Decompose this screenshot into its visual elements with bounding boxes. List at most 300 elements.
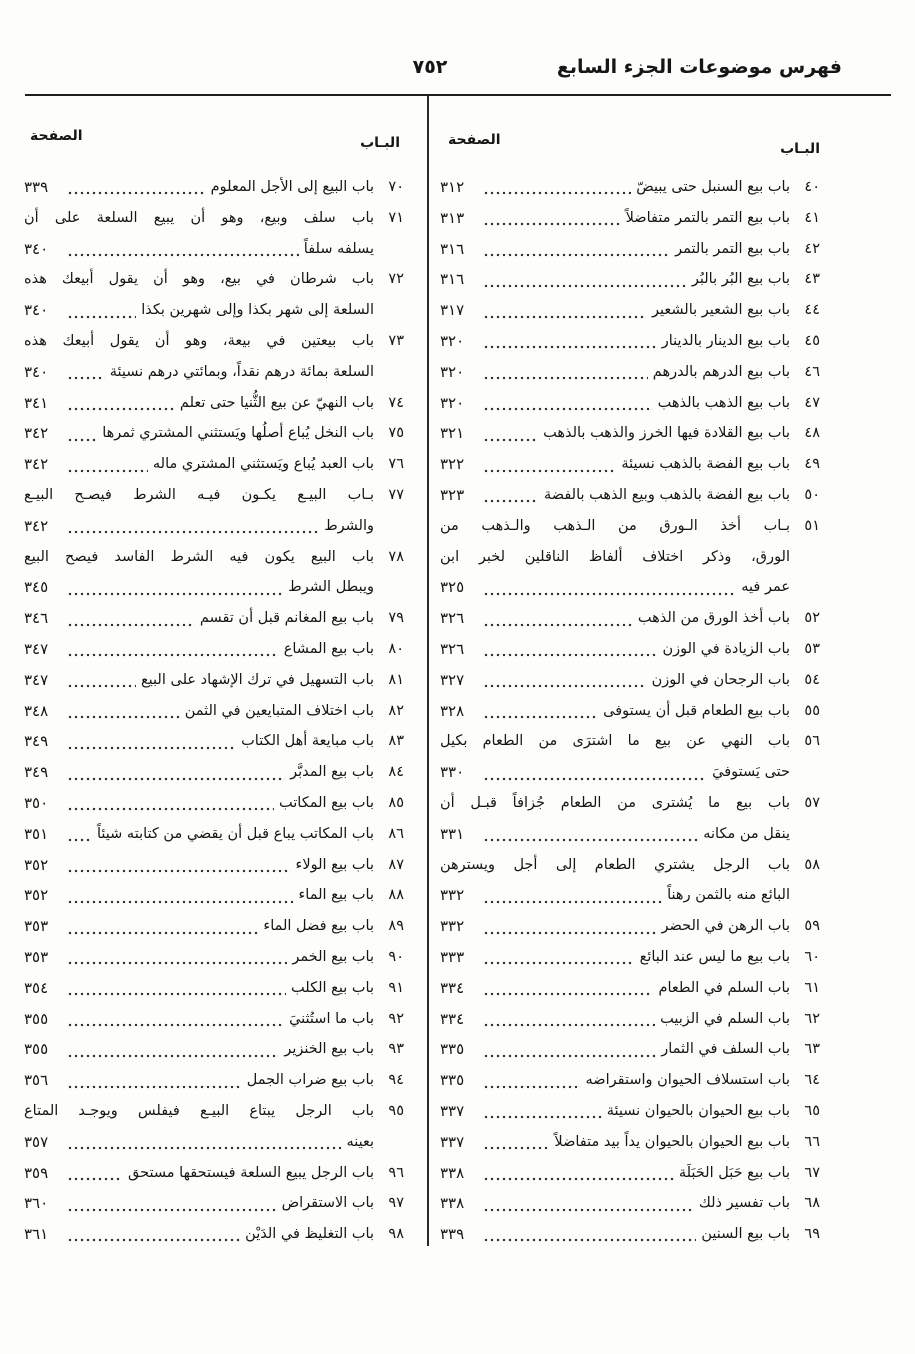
entry-page-number: ٣٤٠ xyxy=(24,362,49,381)
entry-number: ٦٩ xyxy=(804,1226,820,1243)
entry-title-line: باب سلف وبيع، وهو أن يبيع السلعة على أن xyxy=(24,209,374,226)
toc-entry xyxy=(440,511,820,603)
entry-title: باب بيع القلادة فيها الخرز والذهب بالذهب xyxy=(543,425,790,442)
entry-last-line xyxy=(24,388,374,419)
dot-leader xyxy=(67,746,236,750)
entry-page-number: ٣١٣ xyxy=(440,208,465,227)
entry-body xyxy=(24,911,374,942)
entry-body xyxy=(440,634,790,665)
entry-number: ٩٣ xyxy=(388,1041,404,1058)
entry-body xyxy=(24,1004,374,1035)
entry-last-line xyxy=(440,1127,790,1158)
entry-title: باب بيع المغانم قبل أن تقسم xyxy=(199,610,374,627)
entry-body xyxy=(24,388,374,419)
dot-leader xyxy=(483,438,538,442)
entry-page-number: ٣٣٨ xyxy=(440,1163,465,1182)
entry-title: باب بيع المكاتب xyxy=(279,794,374,811)
entry-body xyxy=(24,973,374,1004)
dot-leader xyxy=(483,1054,656,1058)
entry-title: باب النهيّ عن بيع الثُّنيا حتى تعلم xyxy=(179,394,374,411)
toc-entry xyxy=(24,757,404,788)
dot-leader xyxy=(483,592,736,596)
entry-page-number: ٣٢٨ xyxy=(440,701,465,720)
entry-body xyxy=(440,1158,790,1189)
entry-number: ٤٨ xyxy=(804,425,820,442)
entry-number: ٥١ xyxy=(804,517,820,534)
toc-entry xyxy=(440,634,820,665)
page-heading: الصفحة xyxy=(30,128,83,144)
entry-last-line xyxy=(440,449,790,480)
entry-body xyxy=(24,418,374,449)
entry-page-number: ٣٤٢ xyxy=(24,455,49,474)
entry-title: والشرط xyxy=(324,517,374,534)
entry-body xyxy=(24,696,374,727)
entry-title-line: بـاب البيـع يكـون فيـه الشرط فيصـح البيـع xyxy=(24,486,374,503)
dot-leader xyxy=(67,623,195,627)
entry-body xyxy=(440,172,790,203)
entry-page-number: ٣٥٥ xyxy=(24,1040,49,1059)
entry-title: باب بيع السنبل حتى يبيضّ xyxy=(636,179,790,195)
entry-body xyxy=(440,850,790,912)
entry-last-line xyxy=(440,295,790,326)
entry-last-line xyxy=(24,788,374,819)
entry-last-line xyxy=(440,203,790,234)
index-column-right xyxy=(440,128,820,1250)
entry-title: عمر فيه xyxy=(741,579,790,596)
entry-body xyxy=(440,480,790,511)
toc-entry xyxy=(440,480,820,511)
entry-title: باب المكاتب يباع قبل أن يقضي من كتابته شيئاً xyxy=(97,825,374,842)
toc-entry xyxy=(24,1096,404,1158)
entry-number: ٩٢ xyxy=(388,1010,404,1027)
toc-entry xyxy=(440,1158,820,1189)
entry-number: ٥٨ xyxy=(804,856,820,873)
entry-title: باب اختلاف المتبايعين في الثمن xyxy=(184,702,374,719)
entry-number: ٥٢ xyxy=(804,610,820,627)
entry-title: باب بيع الدينار بالدينار xyxy=(661,332,790,349)
entry-page-number: ٣٤٢ xyxy=(24,424,49,443)
dot-leader xyxy=(483,992,653,996)
entry-title: باب بيع الماء xyxy=(298,887,374,904)
entry-body xyxy=(440,449,790,480)
entry-last-line xyxy=(24,665,374,696)
entry-body xyxy=(24,1034,374,1065)
entry-last-line xyxy=(440,418,790,449)
entry-number: ٧٦ xyxy=(388,456,404,473)
entry-body xyxy=(24,726,374,757)
entry-last-line xyxy=(24,172,374,203)
toc-entry xyxy=(24,634,404,665)
entry-list xyxy=(24,172,404,1250)
column-divider xyxy=(427,96,429,1246)
entry-last-line xyxy=(24,1219,374,1250)
entry-last-line xyxy=(440,1065,790,1096)
entry-last-line xyxy=(440,480,790,511)
toc-entry xyxy=(24,819,404,850)
toc-entry xyxy=(24,911,404,942)
entry-page-number: ٣٥١ xyxy=(24,824,49,843)
entry-title: باب أخذ الورق من الذهب xyxy=(637,610,790,627)
toc-entry xyxy=(440,726,820,788)
entry-page-number: ٣٤١ xyxy=(24,393,49,412)
entry-title: السلعة إلى شهر بكذا وإلى شهرين بكذا xyxy=(141,302,374,319)
entry-title-line: باب بيع ما يُشترى من الطعام جُزافاً قبـل أن xyxy=(440,794,790,811)
entry-page-number: ٣١٢ xyxy=(440,178,465,196)
entry-body xyxy=(440,1065,790,1096)
entry-page-number: ٣٤٠ xyxy=(24,301,49,320)
dot-leader xyxy=(483,931,657,935)
entry-last-line xyxy=(440,388,790,419)
entry-number: ٦٣ xyxy=(804,1041,820,1058)
dot-leader xyxy=(67,592,283,596)
toc-entry xyxy=(24,665,404,696)
entry-title: باب بيع الخمر xyxy=(292,948,374,965)
entry-body xyxy=(24,634,374,665)
entry-last-line xyxy=(24,234,374,265)
entry-last-line xyxy=(440,1034,790,1065)
dot-leader xyxy=(67,684,136,688)
entry-last-line xyxy=(440,973,790,1004)
entry-last-line xyxy=(24,1034,374,1065)
entry-page-number: ٣٤٩ xyxy=(24,763,49,782)
entry-last-line xyxy=(440,696,790,727)
entry-body xyxy=(440,1096,790,1127)
entry-body xyxy=(24,172,374,203)
toc-entry xyxy=(440,449,820,480)
toc-entry xyxy=(440,357,820,388)
entry-page-number: ٣٢٦ xyxy=(440,609,465,628)
chapter-heading: البـاب xyxy=(780,141,820,157)
entry-body xyxy=(440,1188,790,1219)
toc-entry xyxy=(24,418,404,449)
entry-title: باب بيع التمر بالتمر متفاضلاً xyxy=(625,209,790,226)
entry-page-number: ٣٣٥ xyxy=(440,1071,465,1090)
entry-number: ٧٨ xyxy=(388,548,404,565)
entry-title: باب العبد يُباع ويَستثني المشتري ماله xyxy=(152,456,374,473)
dot-leader xyxy=(67,407,175,411)
entry-number: ٧١ xyxy=(388,209,404,226)
entry-page-number: ٣٣٠ xyxy=(440,763,465,782)
entry-body xyxy=(440,942,790,973)
dot-leader xyxy=(67,376,105,380)
entry-title-line: باب النهي عن بيع ما اشترَى من الطعام بكيل xyxy=(440,733,790,750)
entry-last-line xyxy=(440,603,790,634)
entry-number: ٤٣ xyxy=(804,271,820,288)
entry-body xyxy=(440,264,790,295)
entry-page-number: ٣٤٦ xyxy=(24,609,49,628)
entry-body xyxy=(24,819,374,850)
dot-leader xyxy=(483,469,616,473)
dot-leader xyxy=(483,1023,655,1027)
entry-last-line xyxy=(24,511,374,542)
toc-entry xyxy=(440,973,820,1004)
entry-number: ٨٩ xyxy=(388,918,404,935)
entry-title: باب ما استُثنيَ xyxy=(289,1010,374,1027)
entry-number: ٤٢ xyxy=(804,240,820,257)
dot-leader xyxy=(483,1177,674,1181)
entry-title: يسلفه سلفاً xyxy=(303,240,374,257)
dot-leader xyxy=(483,623,633,627)
entry-title: باب بيع المدبَّر xyxy=(290,764,374,781)
entry-title: باب بيع الفضة بالذهب وبيع الذهب بالفضة xyxy=(543,486,790,503)
entry-number: ٨٣ xyxy=(388,733,404,750)
entry-number: ٥٧ xyxy=(804,794,820,811)
entry-last-line xyxy=(440,819,790,850)
toc-entry xyxy=(24,973,404,1004)
page-number: ٧٥٢ xyxy=(412,56,448,78)
entry-title: باب البيع إلى الأجل المعلوم xyxy=(210,179,374,195)
toc-entry xyxy=(24,203,404,265)
entry-body xyxy=(24,942,374,973)
entry-body xyxy=(24,665,374,696)
entry-number: ٩٨ xyxy=(388,1226,404,1243)
entry-last-line xyxy=(24,1158,374,1189)
entry-body xyxy=(440,1004,790,1035)
entry-body xyxy=(440,234,790,265)
entry-title: باب بيع السنين xyxy=(701,1226,790,1243)
dot-leader xyxy=(483,253,670,257)
entry-page-number: ٣١٧ xyxy=(440,301,465,320)
dot-leader xyxy=(483,376,648,380)
dot-leader xyxy=(483,1146,549,1150)
entry-page-number: ٣٣٥ xyxy=(440,1040,465,1059)
entry-title: ويبطل الشرط xyxy=(288,579,374,596)
entry-body xyxy=(24,449,374,480)
entry-number: ٨٦ xyxy=(388,825,404,842)
entry-list xyxy=(440,172,820,1250)
entry-body xyxy=(24,203,374,265)
entry-number: ٦٦ xyxy=(804,1133,820,1150)
entry-body xyxy=(440,696,790,727)
dot-leader xyxy=(67,438,97,442)
dot-leader xyxy=(483,838,698,842)
entry-number: ٨٢ xyxy=(388,702,404,719)
entry-last-line xyxy=(440,634,790,665)
entry-body xyxy=(440,1034,790,1065)
dot-leader xyxy=(483,315,647,319)
toc-entry xyxy=(24,542,404,604)
entry-title: باب التغليظ في الدَيْن xyxy=(245,1226,374,1243)
dot-leader xyxy=(67,838,92,842)
dot-leader xyxy=(483,1208,694,1212)
entry-title: البائع منه بالثمن رهناً xyxy=(667,887,790,904)
entry-title: باب السلف في الثمار xyxy=(661,1041,790,1058)
toc-entry xyxy=(24,726,404,757)
entry-page-number: ٣٢٥ xyxy=(440,578,465,597)
dot-leader xyxy=(483,407,653,411)
dot-leader xyxy=(67,807,274,811)
toc-entry xyxy=(440,172,820,203)
entry-title: حتى يَستوفيَ xyxy=(712,764,790,781)
toc-entry xyxy=(440,1004,820,1035)
entry-number: ٨٠ xyxy=(388,640,404,657)
entry-last-line xyxy=(24,973,374,1004)
entry-page-number: ٣٥٩ xyxy=(24,1163,49,1182)
entry-page-number: ٣٣٨ xyxy=(440,1194,465,1213)
dot-leader xyxy=(483,222,621,226)
entry-last-line xyxy=(24,634,374,665)
entry-last-line xyxy=(440,357,790,388)
entry-last-line xyxy=(440,264,790,295)
entry-body xyxy=(440,665,790,696)
entry-title-line: باب الرجل يبتاع البيـع فيفلس ويوجـد المتاع xyxy=(24,1102,374,1119)
entry-number: ٨٥ xyxy=(388,794,404,811)
entry-number: ٧٢ xyxy=(388,271,404,288)
entry-title-line: باب الرجل يشتري الطعام إلى أجل ويسترهن xyxy=(440,856,790,873)
entry-number: ٦٤ xyxy=(804,1072,820,1089)
entry-page-number: ٣٤٨ xyxy=(24,701,49,720)
toc-entry xyxy=(24,172,404,203)
entry-last-line xyxy=(440,1188,790,1219)
entry-number: ٤٥ xyxy=(804,332,820,349)
entry-last-line xyxy=(440,757,790,788)
entry-page-number: ٣٥٢ xyxy=(24,886,49,905)
entry-body xyxy=(440,726,790,788)
toc-entry xyxy=(440,234,820,265)
entry-last-line xyxy=(24,942,374,973)
entry-last-line xyxy=(24,295,374,326)
entry-number: ٩٥ xyxy=(388,1102,404,1119)
entry-page-number: ٣٥٥ xyxy=(24,1009,49,1028)
toc-entry xyxy=(440,264,820,295)
toc-entry xyxy=(440,665,820,696)
dot-leader xyxy=(67,191,206,195)
dot-leader xyxy=(67,715,180,719)
entry-page-number: ٣١٦ xyxy=(440,270,465,289)
entry-title: باب بيع الشعير بالشعير xyxy=(652,302,790,319)
dot-leader xyxy=(67,1146,341,1150)
entry-page-number: ٣٢٢ xyxy=(440,455,465,474)
entry-number: ٥٥ xyxy=(804,702,820,719)
toc-entry xyxy=(440,326,820,357)
entry-body xyxy=(440,973,790,1004)
entry-page-number: ٣٢١ xyxy=(440,424,465,443)
entry-last-line xyxy=(440,1158,790,1189)
entry-page-number: ٣٣١ xyxy=(440,824,465,843)
toc-entry xyxy=(24,1158,404,1189)
entry-last-line xyxy=(24,357,374,388)
entry-body xyxy=(24,326,374,388)
toc-entry xyxy=(440,295,820,326)
entry-body xyxy=(24,880,374,911)
entry-page-number: ٣٢٠ xyxy=(440,362,465,381)
toc-entry xyxy=(24,850,404,881)
dot-leader xyxy=(67,931,258,935)
entry-last-line xyxy=(24,572,374,603)
entry-body xyxy=(24,757,374,788)
dot-leader xyxy=(67,1238,240,1242)
toc-entry xyxy=(440,1034,820,1065)
entry-page-number: ٣٢٠ xyxy=(440,393,465,412)
entry-number: ٦٥ xyxy=(804,1102,820,1119)
toc-entry xyxy=(24,449,404,480)
entry-page-number: ٣٣٩ xyxy=(440,1225,465,1244)
entry-title: باب السلم في الزبيب xyxy=(660,1010,790,1027)
entry-number: ٩٠ xyxy=(388,948,404,965)
entry-last-line xyxy=(24,696,374,727)
entry-body xyxy=(24,1158,374,1189)
entry-last-line xyxy=(440,942,790,973)
dot-leader xyxy=(483,345,657,349)
toc-entry xyxy=(440,1219,820,1250)
dot-leader xyxy=(483,499,539,503)
entry-title: باب الزيادة في الوزن xyxy=(662,640,790,657)
toc-entry xyxy=(24,264,404,326)
toc-entry xyxy=(24,1219,404,1250)
entry-last-line xyxy=(440,911,790,942)
entry-page-number: ٣٣٣ xyxy=(440,947,465,966)
dot-leader xyxy=(67,992,286,996)
entry-body xyxy=(440,326,790,357)
entry-title: باب بيع ضراب الجمل xyxy=(246,1072,374,1089)
entry-page-number: ٣٣٤ xyxy=(440,1009,465,1028)
entry-title-line: باب البيع يكون فيه الشرط الفاسد فيصح البيع xyxy=(24,548,374,565)
entry-page-number: ٣٣٤ xyxy=(440,978,465,997)
dot-leader xyxy=(67,253,299,257)
entry-title: باب بيع الحيوان بالحيوان نسيئة xyxy=(606,1102,790,1119)
entry-number: ٩٦ xyxy=(388,1164,404,1181)
entry-body xyxy=(24,542,374,604)
entry-page-number: ٣٢٦ xyxy=(440,639,465,658)
entry-page-number: ٣٤٠ xyxy=(24,239,49,258)
dot-leader xyxy=(483,684,647,688)
entry-title: باب تفسير ذلك xyxy=(698,1195,790,1212)
entry-last-line xyxy=(440,665,790,696)
entry-body xyxy=(440,603,790,634)
entry-number: ٦٠ xyxy=(804,948,820,965)
entry-page-number: ٣٤٢ xyxy=(24,516,49,535)
entry-title: باب بيع الخنزير xyxy=(284,1041,374,1058)
dot-leader xyxy=(67,1085,242,1089)
dot-leader xyxy=(483,1115,602,1119)
entry-last-line xyxy=(440,572,790,603)
entry-page-number: ٣٣٧ xyxy=(440,1101,465,1120)
entry-title-line: باب شرطان في بيع، وهو أن يقول أبيعك هذه xyxy=(24,271,374,288)
entry-number: ٧٧ xyxy=(388,486,404,503)
entry-title: باب بيع الذهب بالذهب xyxy=(657,394,790,411)
entry-title: باب بيع الفضة بالذهب نسيئة xyxy=(621,456,790,473)
entry-title: باب بيع البُر بالبُر xyxy=(691,271,790,288)
entry-title: باب بيع الطعام قبل أن يستوفى xyxy=(603,702,790,719)
entry-title: باب التسهيل في ترك الإشهاد على البيع xyxy=(140,671,374,688)
entry-page-number: ٣٣٧ xyxy=(440,1132,465,1151)
toc-entry xyxy=(440,1188,820,1219)
column-heading xyxy=(440,128,820,172)
entry-body xyxy=(440,788,790,850)
dot-leader xyxy=(483,653,658,657)
entry-number: ٦٨ xyxy=(804,1195,820,1212)
entry-page-number: ٣٤٥ xyxy=(24,578,49,597)
entry-body xyxy=(440,203,790,234)
toc-entry xyxy=(440,942,820,973)
entry-page-number: ٣٣٢ xyxy=(440,917,465,936)
toc-entry xyxy=(440,1127,820,1158)
dot-leader xyxy=(483,191,631,195)
entry-title-line: الورق، وذكر اختلاف ألفاظ الناقلين لخبر ابن xyxy=(440,548,790,565)
entry-title: باب الرجل يبيع السلعة فيستحقها مستحق xyxy=(128,1164,374,1181)
column-heading xyxy=(24,128,404,172)
entry-number: ٧٥ xyxy=(388,425,404,442)
entry-title: باب الاستقراض xyxy=(281,1195,374,1212)
entry-page-number: ٣٥٧ xyxy=(24,1132,49,1151)
dot-leader xyxy=(67,315,136,319)
entry-title: بعينه xyxy=(346,1133,374,1150)
dot-leader xyxy=(483,1085,581,1089)
entry-page-number: ٣٣٢ xyxy=(440,886,465,905)
dot-leader xyxy=(67,653,279,657)
entry-page-number: ٣٥٠ xyxy=(24,793,49,812)
entry-number: ٦٧ xyxy=(804,1164,820,1181)
